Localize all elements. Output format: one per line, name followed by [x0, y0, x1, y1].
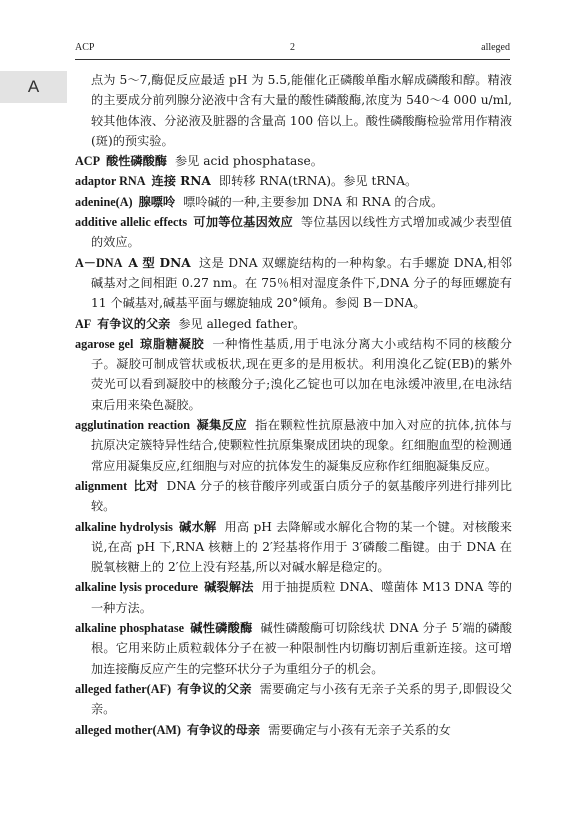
dictionary-entry: [75, 334, 512, 415]
entry-term: A－DNA: [75, 255, 123, 270]
entry-chinese-term: 琼脂糖凝胶: [139, 336, 205, 351]
entry-chinese-term: 比对: [133, 478, 159, 493]
dictionary-entry: [75, 314, 512, 334]
dictionary-entry: [75, 476, 512, 517]
entry-chinese-term: 碱性磷酸酶: [189, 621, 253, 636]
entry-term: agarose gel: [75, 336, 134, 351]
header-rule: [75, 59, 510, 60]
entry-term: alkaline lysis procedure: [75, 580, 199, 595]
entry-definition: 点为 5～7,酶促反应最适 pH 为 5.5,能催化正磷酸单酯水解成磷酸和醇。精液的主要成分前列腺分泌液中含有大量的酸性磷酸酶,浓度为 540～4 000 u/ml,较其他体液、分泌液及脏器的含量高 100 倍以上。酸性磷酸酶检验常用作精液(斑)的预实验。: [91, 73, 513, 148]
entry-chinese-term: 有争议的父亲: [97, 316, 171, 331]
entry-term: ACP: [75, 154, 101, 169]
dictionary-entry-continued: [75, 70, 512, 151]
alphabet-thumb-tab: [0, 71, 67, 103]
entry-definition: 即转移 RNA(tRNA)。参见 tRNA。: [218, 174, 418, 189]
dictionary-entry: [75, 720, 512, 740]
entry-term: AF: [75, 316, 92, 331]
entry-term: adaptor RNA: [75, 174, 146, 189]
entry-definition: 需要确定与小孩有无亲子关系的女: [268, 722, 451, 737]
entry-term: additive allelic effects: [75, 215, 188, 230]
entry-chinese-term: 可加等位基因效应: [193, 215, 293, 230]
entry-definition: 指在颗粒性抗原悬液中加入对应的抗体,抗体与抗原决定簇特异性结合,使颗粒性抗原集聚成团块的现象。红细胞血型的检测通常应用凝集反应,红细胞与对应的抗体发生的凝集反应称作红细胞凝集反应。: [91, 418, 513, 473]
entry-definition: 嘌呤碱的一种,主要参加 DNA 和 RNA 的合成。: [183, 194, 444, 209]
dictionary-entry: [75, 679, 512, 720]
entry-definition: 用高 pH 去降解或水解化合物的某一个键。对核酸来说,在高 pH 下,RNA 核糖上的 2′羟基将作用于 3′磷酸二酯键。由于 DNA 在脱氧核糖上的 2′位上没有羟基,所以对碱水解是稳定的。: [91, 519, 512, 575]
entry-chinese-term: 碱裂解法: [204, 580, 254, 595]
dictionary-entry: [75, 618, 512, 679]
entry-definition: 等位基因以线性方式增加或减少表型值的效应。: [91, 215, 513, 250]
entry-definition: 用于抽提质粒 DNA、噬菌体 M13 DNA 等的一种方法。: [91, 580, 512, 615]
entry-term: alleged father(AF): [75, 681, 172, 696]
dictionary-entry: [75, 171, 512, 191]
entry-term: adenine(A): [75, 194, 133, 209]
header-right-term: alleged: [481, 42, 510, 53]
entry-chinese-term: 有争议的父亲: [177, 681, 252, 696]
page-number: 2: [290, 42, 295, 53]
dictionary-entry: [75, 577, 512, 618]
entry-term: alignment: [75, 478, 128, 493]
entry-definition: 这是 DNA 双螺旋结构的一种构象。右手螺旋 DNA,相邻碱基对之间相距 0.27 nm。在 75％相对湿度条件下,DNA 分子的每匝螺旋有 11 个碱基对,碱基平面与螺旋轴成 20°倾角。参阅 B－DNA。: [91, 255, 512, 311]
dictionary-entry: [75, 192, 512, 212]
entry-definition: 碱性磷酸酶可切除线状 DNA 分子 5′端的磷酸根。它用来防止质粒载体分子在被一种限制性内切酶切割后重新连接。这可增加连接酶反应产生的完整环状分子为重组分子的机会。: [91, 621, 512, 676]
entry-term: alkaline phosphatase: [75, 621, 184, 636]
header-left-term: ACP: [75, 42, 95, 53]
entry-definition: 参见 alleged father。: [178, 316, 306, 331]
dictionary-entry: [75, 253, 512, 314]
entry-chinese-term: 连接 RNA: [151, 174, 211, 189]
dictionary-entry: [75, 517, 512, 578]
tab-letter: A: [27, 77, 40, 96]
entry-term: alleged mother(AM): [75, 722, 181, 737]
entry-chinese-term: 碱水解: [178, 519, 217, 534]
dictionary-entry: [75, 212, 512, 253]
entry-definition: 一种惰性基质,用于电泳分离大小或结构不同的核酸分子。凝胶可制成管状或板状,现在更多的是用板状。利用溴化乙锭(EB)的紫外荧光可以看到凝胶中的核酸分子;溴化乙锭也可以加在电泳缓冲液里,在电泳结束后用来染色凝胶。: [91, 336, 512, 412]
running-header: [75, 40, 510, 56]
entry-chinese-term: 凝集反应: [196, 418, 248, 433]
entry-chinese-term: A 型 DNA: [128, 255, 191, 270]
entry-definition: 参见 acid phosphatase。: [175, 154, 323, 169]
entry-chinese-term: 有争议的母亲: [186, 722, 261, 737]
dictionary-entry: [75, 415, 512, 476]
dictionary-entry: [75, 151, 512, 171]
entry-chinese-term: 腺嘌呤: [138, 194, 176, 209]
entry-definition: DNA 分子的核苷酸序列或蛋白质分子的氨基酸序列进行排列比较。: [91, 478, 512, 514]
entry-chinese-term: 酸性磷酸酶: [106, 154, 167, 169]
entry-term: agglutination reaction: [75, 418, 191, 433]
entry-definition: 需要确定与小孩有无亲子关系的男子,即假设父亲。: [91, 681, 513, 717]
entry-term: alkaline hydrolysis: [75, 519, 173, 534]
dictionary-body: [75, 70, 512, 740]
